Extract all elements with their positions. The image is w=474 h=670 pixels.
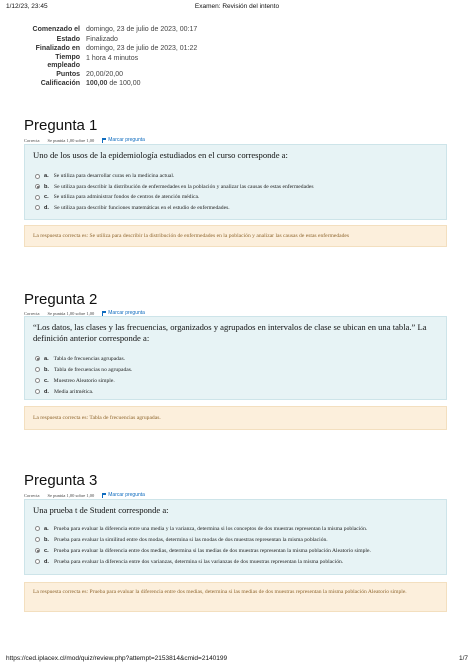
correct-answer-text: La respuesta correcta es: Prueba para evaluar la diferencia entre dos medias, determina si las medias de dos muestras representan la misma población Aleatorio simple. [33, 589, 407, 595]
summary-row-started [12, 25, 452, 35]
radio-button[interactable] [35, 559, 40, 564]
answer-text: Tabla de frecuencias no agrupadas. [53, 366, 133, 373]
answer-option-d[interactable]: d. Se utiliza para describir funciones matemáticas en el estudio de enfermedades. [35, 203, 438, 214]
question-score: Se puntúa 1,00 sobre 1,00 [47, 310, 95, 316]
flag-icon [102, 138, 106, 143]
summary-label: Calificación [40, 80, 80, 87]
correct-answer-text: La respuesta correcta es: Se utiliza para describir la distribución de enfermedades en la población y analizar las causas de estas enfermedades [33, 233, 350, 239]
question-title: Pregunta 1 [24, 117, 98, 134]
flag-icon [102, 493, 106, 498]
summary-label: Estado [56, 35, 80, 43]
radio-button[interactable] [35, 389, 40, 394]
print-page-title: Examen: Revisión del intento [194, 3, 280, 10]
attempt-summary [12, 25, 452, 89]
question-content [24, 499, 447, 575]
page-number: 1/7 [458, 655, 468, 662]
question-status: Correcta [24, 492, 40, 498]
radio-button[interactable] [35, 367, 40, 372]
flag-question-link[interactable]: Marcar pregunta [102, 137, 145, 143]
question-score: Se puntúa 1,00 sobre 1,00 [47, 137, 95, 143]
answer-text: Se utiliza para administrar fondos de centros de atención médica. [53, 194, 200, 201]
question-title: Pregunta 3 [24, 472, 98, 489]
answer-text: Se utiliza para desarrollar curas en la medicina actual. [53, 173, 175, 180]
summary-label: Comenzado el [32, 26, 80, 33]
radio-button-selected[interactable] [35, 184, 40, 189]
print-header [0, 3, 474, 15]
summary-value: Finalizado [86, 35, 118, 43]
answer-text: Prueba para evaluar la similitud entre dos modas, determina si las modas de dos muestras representan la misma población. [53, 536, 328, 543]
radio-button-selected[interactable] [35, 548, 40, 553]
summary-value: 1 hora 4 minutos [86, 54, 139, 62]
print-datetime: 1/12/23, 23:45 [6, 3, 48, 10]
summary-label: Finalizado en [35, 45, 80, 52]
summary-row-points [12, 70, 452, 80]
grade-value: 100,00 [86, 80, 108, 87]
answer-option-c[interactable]: c. Se utiliza para administrar fondos de centros de atención médica. [35, 192, 438, 203]
question-info [24, 492, 145, 498]
answer-text: Prueba para evaluar la diferencia entre dos varianzas, determina si las varianzas de dos muestras representan la misma población. [53, 558, 344, 565]
answer-text: Tabla de frecuencias agrupadas. [53, 355, 126, 362]
answer-option-a[interactable]: a. Se utiliza para desarrollar curas en la medicina actual. [35, 171, 438, 182]
question-text: “Los datos, las clases y las frecuencias, organizados y agrupados en intervalos de clase se ubican en una tabla.” La definición anterior corresponde a: [33, 322, 427, 343]
flag-question-link[interactable]: Marcar pregunta [102, 492, 145, 498]
answer-text: Muestreo Aleatorio simple. [53, 377, 115, 384]
summary-value [86, 79, 141, 89]
grade-total: de 100,00 [107, 80, 141, 87]
question-text: Uno de los usos de la epidemiología estudiados en el curso corresponde a: [33, 150, 288, 160]
summary-value: domingo, 23 de julio de 2023, 00:17 [86, 26, 198, 33]
summary-value: domingo, 23 de julio de 2023, 01:22 [86, 45, 198, 52]
question-status: Correcta [24, 137, 40, 143]
radio-button[interactable] [35, 537, 40, 542]
summary-value: 20,00/20,00 [86, 70, 123, 78]
flag-icon [102, 311, 106, 316]
answer-option-c[interactable]: c. Muestreo Aleatorio simple. [35, 375, 438, 386]
answer-text: Prueba para evaluar la diferencia entre dos medias, determina si las medias de dos muestras representan la misma población Aleatorio simple. [53, 547, 371, 554]
summary-row-grade [12, 79, 452, 89]
summary-row-time [12, 54, 452, 70]
answer-option-a[interactable]: a. Tabla de frecuencias agrupadas. [35, 353, 438, 364]
answer-text: Prueba para evaluar la diferencia entre una media y la varianza, determina si los conceptos de dos muestras representan la misma población. [53, 525, 368, 532]
radio-button[interactable] [35, 205, 40, 210]
feedback-box [24, 582, 447, 612]
summary-label: Tiempo empleado [47, 53, 80, 69]
question-status: Correcta [24, 310, 40, 316]
question-content [24, 316, 447, 400]
question-text: Una prueba t de Student corresponde a: [33, 505, 169, 515]
answer-option-b[interactable]: b. Prueba para evaluar la similitud entre dos modas, determina si las modas de dos muestras representan la misma población. [35, 534, 438, 545]
radio-button[interactable] [35, 526, 40, 531]
answer-option-d[interactable]: d. Media aritmética. [35, 386, 438, 397]
answer-option-b[interactable]: b. Tabla de frecuencias no agrupadas. [35, 364, 438, 375]
feedback-box [24, 225, 447, 247]
question-info [24, 137, 145, 143]
question-title: Pregunta 2 [24, 291, 98, 308]
answer-text: Se utiliza para describir funciones matemáticas en el estudio de enfermedades. [53, 204, 230, 211]
correct-answer-text: La respuesta correcta es: Tabla de frecuencias agrupadas. [33, 415, 161, 421]
answer-text: Se utiliza para describir la distribución de enfermedades en la población y analizar las causas de estas enfermedades [53, 183, 314, 190]
answer-option-d[interactable]: d. Prueba para evaluar la diferencia entre dos varianzas, determina si las varianzas de dos muestras representan la misma población. [35, 556, 438, 567]
answer-option-c[interactable]: c. Prueba para evaluar la diferencia entre dos medias, determina si las medias de dos muestras representan la misma población Aleatorio simple. [35, 545, 438, 556]
radio-button[interactable] [35, 378, 40, 383]
answer-list [35, 171, 438, 213]
answer-option-a[interactable]: a. Prueba para evaluar la diferencia entre una media y la varianza, determina si los conceptos de dos muestras representan la misma población. [35, 523, 438, 534]
radio-button[interactable] [35, 195, 40, 200]
answer-list [35, 523, 438, 567]
answer-text: Media aritmética. [53, 388, 94, 395]
radio-button-selected[interactable] [35, 356, 40, 361]
question-score: Se puntúa 1,00 sobre 1,00 [47, 492, 95, 498]
summary-row-finished [12, 44, 452, 54]
feedback-box [24, 406, 447, 430]
summary-row-state [12, 35, 452, 45]
question-content [24, 144, 447, 220]
flag-question-link[interactable]: Marcar pregunta [102, 310, 145, 316]
summary-label: Puntos [56, 70, 80, 78]
radio-button[interactable] [35, 174, 40, 179]
page-url: https://ced.iplacex.cl/mod/quiz/review.php?attempt=2153814&cmid=2140199 [6, 655, 228, 662]
answer-list [35, 353, 438, 397]
answer-option-b[interactable]: b. Se utiliza para describir la distribución de enfermedades en la población y analizar las causas de estas enfermedades [35, 182, 438, 193]
print-footer [0, 655, 474, 667]
